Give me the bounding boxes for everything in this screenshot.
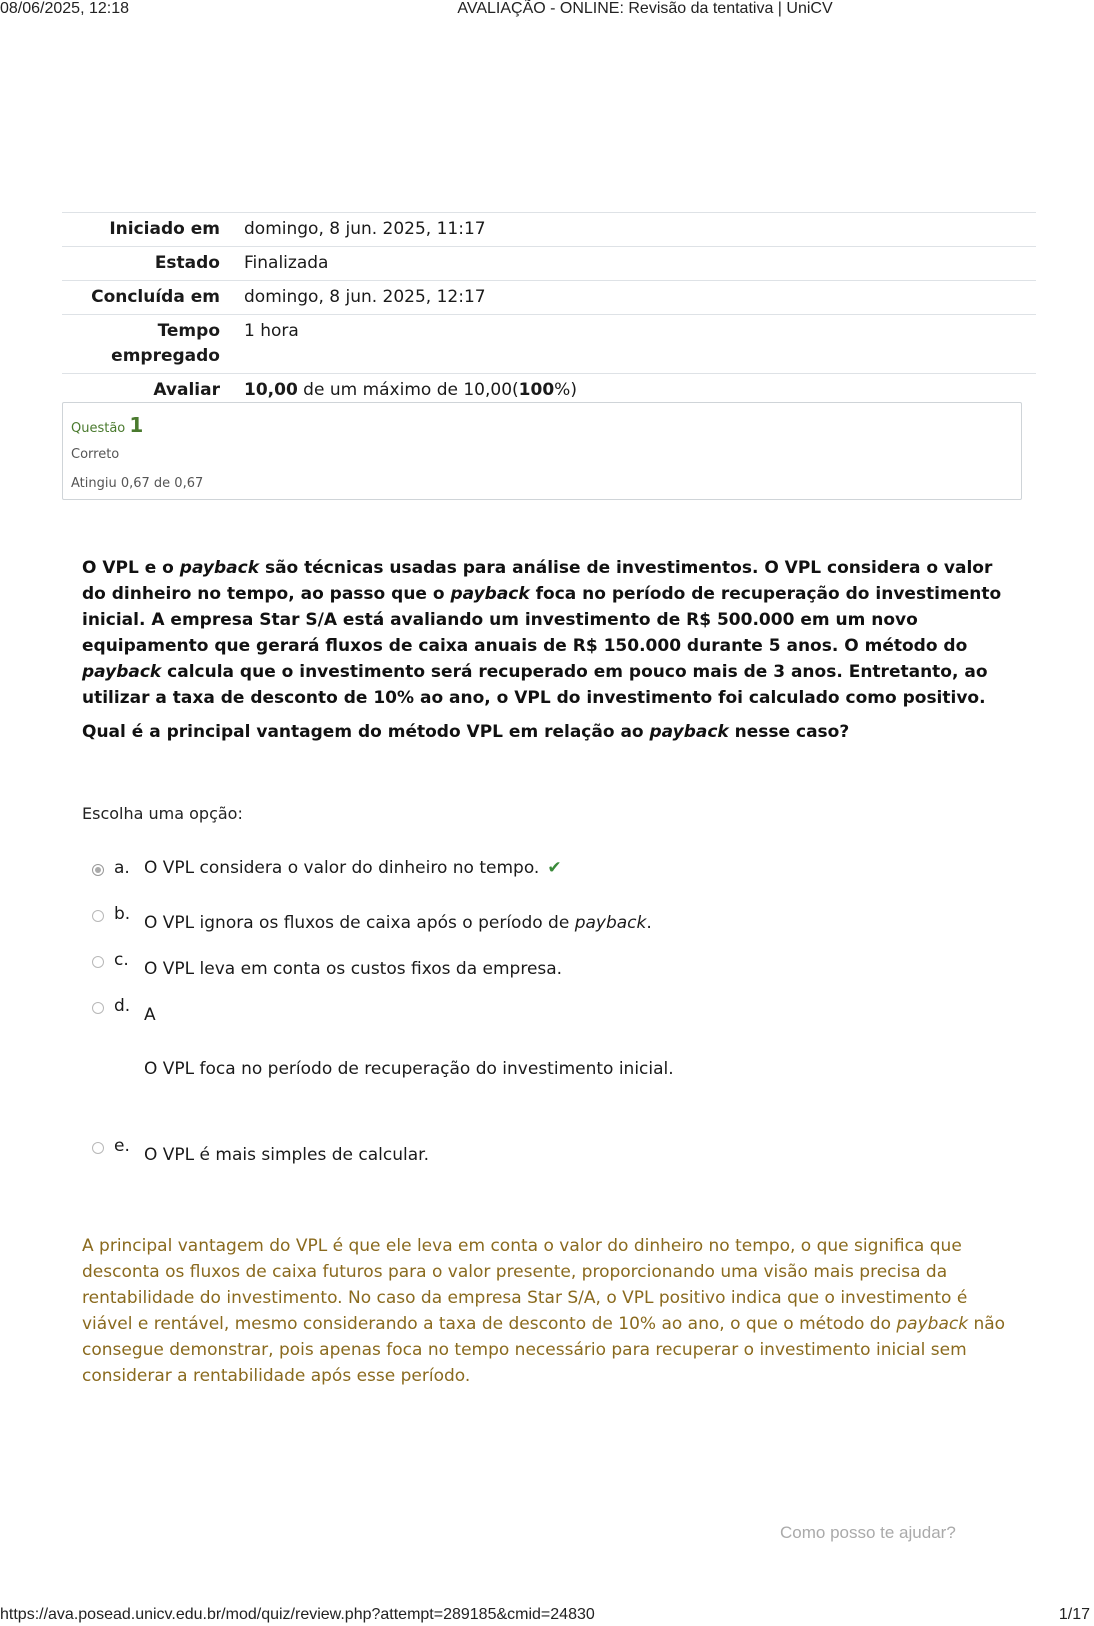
choose-option-prompt: Escolha uma opção: (82, 804, 243, 823)
option-text: O VPL considera o valor do dinheiro no tempo. (144, 858, 540, 878)
text-run: calcula que o investimento será recuperado em pouco mais de 3 anos. Entretanto, ao utilizar a taxa de desconto de 10% ao ano, o VPL do investimento foi calculado como positivo. (82, 662, 988, 708)
print-title: AVALIAÇÃO - ONLINE: Revisão da tentativa | UniCV (457, 0, 833, 17)
question-label: Questão (71, 421, 130, 436)
option-text: O VPL leva em conta os custos fixos da empresa. (144, 959, 563, 979)
text-run: A principal vantagem do VPL é que ele leva em conta o valor do dinheiro no tempo, o que significa que desconta os fluxos de caixa futuros para o valor presente, proporcionando uma visão mais precisa da rentabilidade do investimento. No caso da empresa Star S/A, o VPL positivo indica que o investimento é viável e rentável, mesmo considerando a taxa de desconto de 10% ao ano, o que o método do (82, 1236, 968, 1334)
answer-option-c[interactable] (92, 950, 992, 996)
general-feedback (82, 1233, 1017, 1389)
question-number-value: 1 (129, 413, 144, 437)
option-letter: a. (114, 858, 130, 878)
summary-value: 1 hora (236, 315, 1036, 374)
text-run-italic: payback (574, 913, 647, 933)
summary-row (62, 247, 1036, 281)
summary-row (62, 213, 1036, 247)
summary-label: Concluída em (62, 281, 236, 315)
print-page-number: 1/17 (1058, 1606, 1090, 1623)
summary-label: Estado (62, 247, 236, 281)
radio[interactable] (92, 910, 104, 922)
question-paragraph (82, 719, 1012, 745)
print-header (0, 0, 1094, 22)
grade-end: %) (554, 380, 577, 400)
text-run: nesse caso? (728, 722, 850, 742)
attempt-summary-table (62, 212, 1036, 407)
text-run: foca no período de recuperação do investimento inicial. A empresa Star S/A está avaliando um investimento de R$ 500.000 em um novo equipamento que gerará fluxos de caixa anuais de R$ 150.000 durante 5 anos. O método do (82, 584, 1002, 656)
question-info-box (62, 402, 1022, 500)
grade-percent: 100 (518, 380, 555, 400)
answer-options (92, 858, 992, 1182)
text-run-italic: payback (82, 662, 162, 682)
summary-label: Avaliar (62, 374, 236, 408)
text-run: são técnicas usadas para análise de investimentos. O VPL considera o valor do dinheiro no tempo, ao passo que o (82, 558, 993, 604)
option-text-line: O VPL foca no período de recuperação do investimento inicial. (144, 1059, 674, 1079)
option-text-line: A (144, 1005, 156, 1025)
summary-row (62, 281, 1036, 315)
question-state: Correto (71, 447, 120, 462)
answer-option-d[interactable] (92, 996, 992, 1136)
text-run-italic: payback (896, 1314, 969, 1334)
option-text: O VPL é mais simples de calcular. (144, 1145, 429, 1165)
text-run: não consegue demonstrar, pois apenas foca no tempo necessário para recuperar o investimento inicial sem considerar a rentabilidade após esse período. (82, 1314, 1006, 1386)
grade-score: 10,00 (244, 380, 298, 400)
text-run: O VPL e o (82, 558, 180, 578)
question-text (82, 555, 1012, 753)
radio-selected[interactable] (92, 864, 104, 876)
option-letter: e. (114, 1136, 130, 1156)
print-datetime: 08/06/2025, 12:18 (0, 0, 130, 17)
summary-value: domingo, 8 jun. 2025, 11:17 (236, 213, 1036, 247)
radio[interactable] (92, 1142, 104, 1154)
grade-mid: de um máximo de 10,00( (297, 380, 519, 400)
summary-value: Finalizada (236, 247, 1036, 281)
answer-option-a[interactable] (92, 858, 992, 904)
text-run: . (646, 913, 652, 933)
radio[interactable] (92, 1002, 104, 1014)
question-number (71, 413, 1013, 437)
question-paragraph (82, 555, 1012, 711)
text-run: O VPL ignora os fluxos de caixa após o período de (144, 913, 575, 933)
option-text (144, 1005, 674, 1079)
option-letter: c. (114, 950, 129, 970)
print-footer (0, 1604, 1094, 1626)
text-run: Qual é a principal vantagem do método VPL em relação ao (82, 722, 650, 742)
check-icon: ✔ (547, 858, 562, 878)
answer-option-e[interactable] (92, 1136, 992, 1182)
summary-row (62, 315, 1036, 374)
option-letter: d. (114, 996, 131, 1016)
radio[interactable] (92, 956, 104, 968)
option-text (144, 913, 652, 933)
text-run-italic: payback (179, 558, 260, 578)
summary-value: domingo, 8 jun. 2025, 12:17 (236, 281, 1036, 315)
option-letter: b. (114, 904, 131, 924)
answer-option-b[interactable] (92, 904, 992, 950)
text-run-italic: payback (649, 722, 729, 742)
summary-label: Iniciado em (62, 213, 236, 247)
summary-label: Tempo empregado (62, 315, 236, 374)
help-chat-prompt[interactable]: Como posso te ajudar? (780, 1523, 956, 1542)
text-run-italic: payback (450, 584, 530, 604)
question-grade: Atingiu 0,67 de 0,67 (71, 476, 204, 491)
print-url: https://ava.posead.unicv.edu.br/mod/quiz/review.php?attempt=289185&cmid=24830 (0, 1606, 595, 1623)
